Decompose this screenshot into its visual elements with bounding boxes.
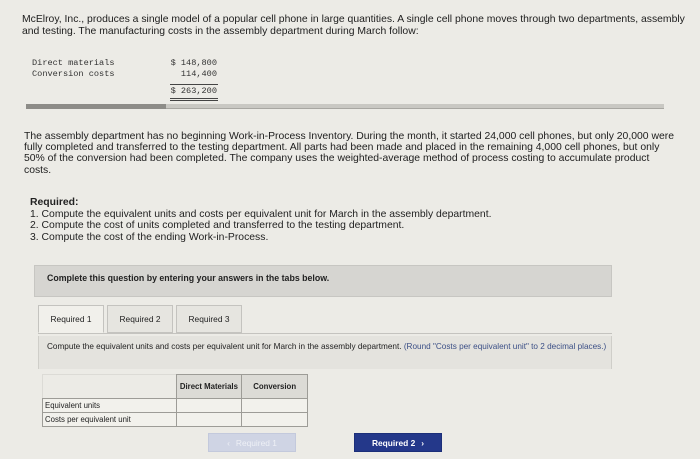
table-row bbox=[43, 413, 308, 427]
required-heading: Required: bbox=[30, 197, 79, 208]
prev-required-button[interactable] bbox=[208, 433, 296, 452]
required-list bbox=[30, 197, 630, 243]
cost-value: $ 148,800 bbox=[170, 58, 217, 68]
cost-table bbox=[30, 58, 225, 97]
cost-total: $ 263,200 bbox=[170, 86, 217, 96]
tab-required-2[interactable]: Required 2 bbox=[107, 305, 173, 333]
problem-paragraph: The assembly department has no beginning Work-in-Process Inventory. During the month, it started 24,000 cell phones, but only 20,000 were fully completed and transferred to the testing department. All parts had been made and placed in the remaining 4,000 cell phones, but only 50% of the conversion had been completed. The company uses the weighted-average method of process costing to accumulate product costs. bbox=[24, 131, 674, 176]
prev-label: Required 1 bbox=[235, 437, 277, 448]
instructions-main: Compute the equivalent units and costs per equivalent unit for March in the assembly department. bbox=[47, 342, 402, 351]
tab-required-1[interactable]: Required 1 bbox=[38, 305, 104, 333]
cost-label: Direct materials bbox=[32, 58, 115, 68]
header-blank bbox=[43, 375, 177, 399]
row-label-equivalent-units: Equivalent units bbox=[43, 399, 177, 413]
answer-input[interactable] bbox=[244, 414, 305, 425]
chevron-right-icon: › bbox=[421, 437, 425, 448]
cost-per-unit-conversion-input[interactable] bbox=[242, 413, 308, 427]
cost-per-unit-dm-input[interactable] bbox=[176, 413, 242, 427]
cost-value: 114,400 bbox=[180, 69, 217, 79]
table-bottom-bar bbox=[26, 104, 664, 109]
header-conversion: Conversion bbox=[242, 375, 308, 399]
tab-instructions bbox=[38, 336, 612, 369]
answer-header-row bbox=[43, 375, 308, 399]
answer-input[interactable] bbox=[244, 400, 305, 411]
required-item: 2. Compute the cost of units completed and transferred to the testing department. bbox=[30, 220, 405, 232]
required-item: 3. Compute the cost of the ending Work-in-Process. bbox=[30, 231, 269, 243]
tab-required-3[interactable]: Required 3 bbox=[176, 305, 242, 333]
equivalent-units-dm-input[interactable] bbox=[176, 399, 242, 413]
cost-row-total bbox=[30, 86, 225, 97]
answer-input[interactable] bbox=[179, 414, 240, 425]
tab-divider bbox=[38, 333, 612, 334]
table-row bbox=[43, 399, 308, 413]
cost-row-direct-materials bbox=[30, 58, 225, 69]
cost-label: Conversion costs bbox=[32, 69, 115, 79]
chevron-left-icon: ‹ bbox=[227, 437, 230, 448]
problem-intro: McElroy, Inc., produces a single model of a popular cell phone in large quantities. A single cell phone moves through two departments, assembly and testing. The manufacturing costs in the assembly department during March follow: bbox=[22, 14, 685, 37]
header-direct-materials: Direct Materials bbox=[176, 375, 242, 399]
instructions-hint: (Round "Costs per equivalent unit" to 2 decimal places.) bbox=[403, 342, 607, 351]
next-required-button[interactable] bbox=[354, 433, 442, 452]
next-label: Required 2 bbox=[371, 437, 416, 448]
total-double-rule bbox=[170, 98, 218, 101]
equivalent-units-conversion-input[interactable] bbox=[242, 399, 308, 413]
subtotal-rule bbox=[170, 84, 218, 85]
panel-text: Complete this question by entering your answers in the tabs below. bbox=[47, 273, 330, 283]
answer-input[interactable] bbox=[179, 400, 240, 411]
instructions-panel bbox=[34, 265, 612, 297]
required-item: 1. Compute the equivalent units and costs per equivalent unit for March in the assembly department. bbox=[30, 209, 492, 221]
answer-table bbox=[42, 374, 308, 427]
row-label-cost-per-unit: Costs per equivalent unit bbox=[43, 413, 177, 427]
cost-row-conversion bbox=[30, 69, 225, 80]
